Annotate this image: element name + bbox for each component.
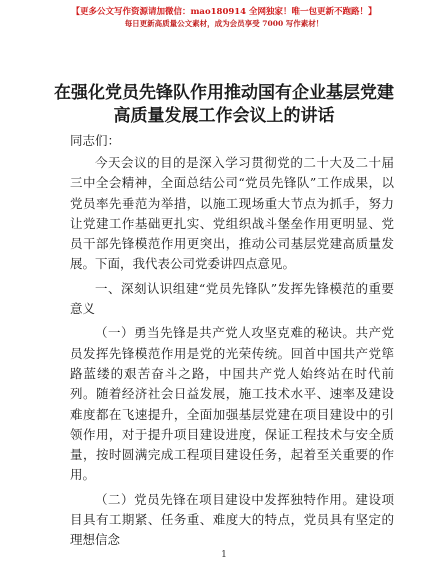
title-line-1: 在强化党员先锋队作用推动国有企业基层党建 (54, 83, 394, 103)
document-title (40, 82, 408, 128)
page-number: 1 (221, 550, 227, 560)
body-paragraph-1-1: （一）勇当先锋是共产党人攻坚克难的秘诀。共产党员发挥先锋模范作用是党的光荣传统。回首中国共产党筚路蓝缕的艰苦奋斗之路，中国共产党人始终站在时代前列。随着经济社会日益发展，施工技术水平、速率及建设难度都在飞速提升，全面加强基层党建在项目建设中的引领作用，对于提升项目建设进度，保证工程技术与安全质量，按时圆满完成工程项目建设任务，起着至关重要的作用。 (70, 325, 394, 483)
body-paragraph-1-2: （二）党员先锋在项目建设中发挥独特作用。建设项目具有工期紧、任务重、难度大的特点，党员具有坚定的理想信念 (70, 491, 394, 548)
salutation: 同志们： (70, 133, 121, 148)
promo-banner (0, 6, 448, 30)
promo-banner-line-2: 每日更新高质量公文素材，成为会员享受 7000 写作素材！ (124, 19, 324, 28)
section-heading-1: 一、深刻认识组建“党员先锋队”发挥先锋模范的重要意义 (70, 280, 394, 317)
promo-banner-line-1: 【更多公文写作资源请加微信：mao180914 全网独家！唯一包更新不跑路！】 (71, 7, 377, 17)
document-body (70, 153, 394, 551)
body-paragraph-intro: 今天会议的目的是深入学习贯彻党的二十大及二十届三中全会精神，全面总结公司“党员先锋队”工作成果，以党员率先垂范为举措，以施工现场重大节点为抓手，努力让党建工作基础更扎实、党组织战斗堡垒作用更明显、党员干部先锋模范作用更突出，推动公司基层党建高质量发展。下面，我代表公司党委讲四点意见。 (70, 155, 394, 272)
title-line-2: 高质量发展工作会议上的讲话 (113, 106, 335, 126)
